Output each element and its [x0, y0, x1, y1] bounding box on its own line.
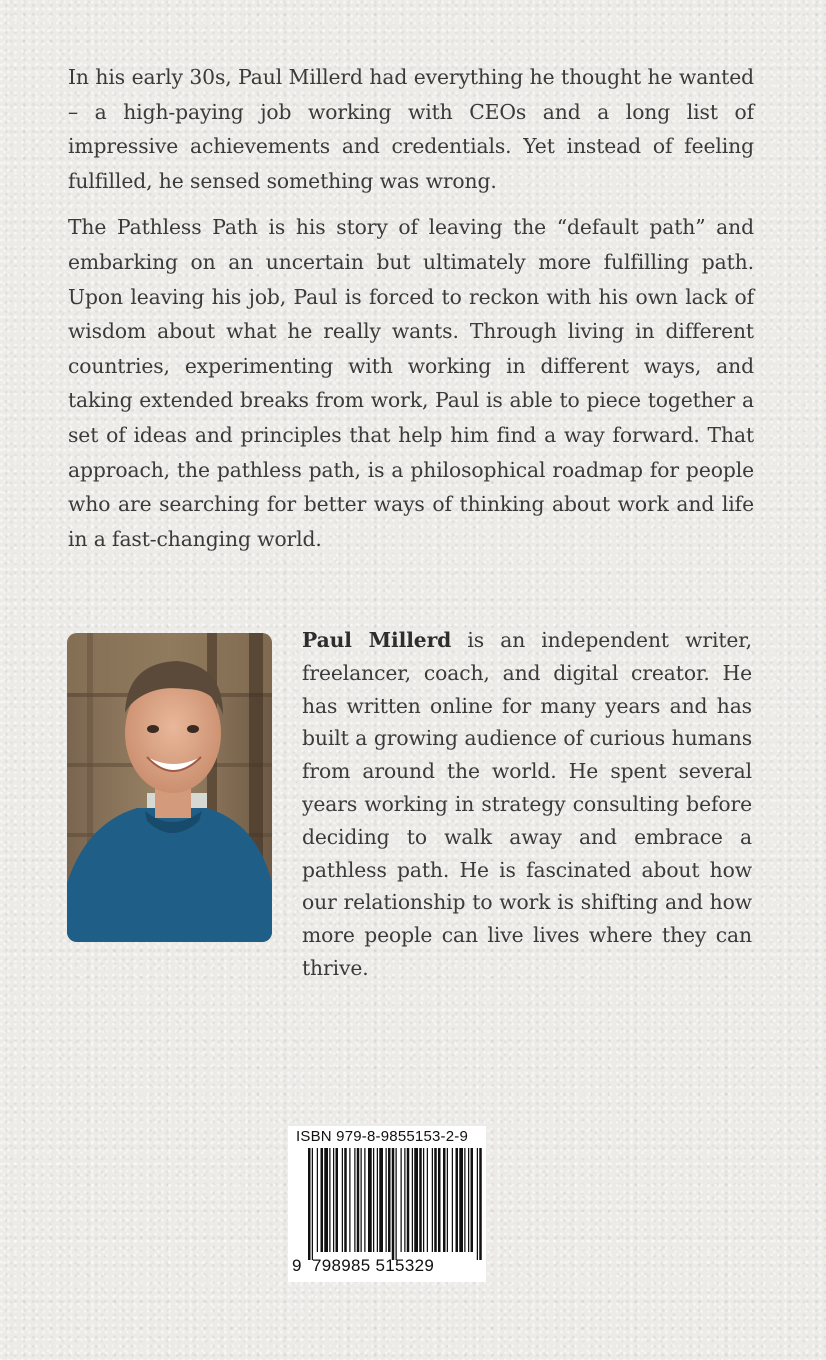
barcode-bar: [308, 1148, 311, 1260]
barcode-bar: [342, 1148, 343, 1252]
barcode-bar: [479, 1148, 482, 1260]
barcode-bar: [392, 1148, 395, 1260]
barcode-bar: [368, 1148, 372, 1252]
barcode-bar: [379, 1148, 383, 1252]
barcode-bar: [396, 1148, 397, 1260]
barcode-bar: [432, 1148, 433, 1252]
barcode-bar: [438, 1148, 441, 1252]
barcode-bar: [321, 1148, 324, 1252]
barcode-bar: [468, 1148, 469, 1252]
author-bio-text: is an independent writer, freelancer, coach, and digital creator. He has written online for many years and has built a growing audience of curious humans from around the world. He spent several years working in strategy consulting before deciding to walk away and embrace a pathless path. He is fascinated about how our relationship to work is shifting and how more people can live lives where they can thrive.: [302, 628, 753, 980]
author-portrait-image: [67, 633, 272, 942]
barcode-bar: [354, 1148, 355, 1252]
barcode-bar: [329, 1148, 330, 1252]
barcode-bar: [414, 1148, 418, 1252]
barcode-bar: [373, 1148, 374, 1252]
barcode-bar: [349, 1148, 350, 1252]
barcode-bar: [324, 1148, 328, 1252]
barcode-bar: [464, 1148, 465, 1252]
barcode-bar: [477, 1148, 478, 1260]
barcode-bar: [404, 1148, 405, 1252]
barcode-bar: [407, 1148, 410, 1252]
barcode-bar: [419, 1148, 422, 1252]
barcode-bar: [388, 1148, 391, 1252]
barcode-bar: [312, 1148, 313, 1260]
barcode-bar: [377, 1148, 378, 1252]
barcode-first-digit: 9: [292, 1256, 302, 1275]
barcode-bars: [288, 1148, 486, 1260]
barcode-bar: [357, 1148, 360, 1252]
barcode-bar: [344, 1148, 347, 1252]
barcode-bar: [386, 1148, 387, 1252]
author-photo: [67, 633, 272, 942]
barcode-bar: [443, 1148, 446, 1252]
blurb-paragraph-1: In his early 30s, Paul Millerd had everything he thought he wanted – a high-paying job working with CEOs and a long list of impressive achievements and credentials. Yet instead of feeling fulfilled, he sensed something was wrong.: [68, 65, 754, 193]
isbn-barcode: [288, 1126, 486, 1282]
author-bio-paragraph: [302, 624, 752, 985]
barcode-bar: [401, 1148, 402, 1252]
blurb-paragraph-2: The Pathless Path is his story of leaving the “default path” and embarking on an uncertain but ultimately more fulfilling path. Upon leaving his job, Paul is forced to reckon with his own lack of wisdom about what he really wants. Through living in different countries, experimenting with working in different ways, and taking extended breaks from work, Paul is able to piece together a set of ideas and principles that help him find a way forward. That approach, the pathless path, is a philosophical roadmap for people who are searching for better ways of thinking about work and life in a fast-changing world.: [68, 215, 754, 551]
barcode-bar: [452, 1148, 453, 1252]
barcode-bar: [361, 1148, 362, 1252]
barcode-bar: [427, 1148, 428, 1252]
barcode-bar: [412, 1148, 413, 1252]
barcode-bar: [459, 1148, 463, 1252]
barcode-bar: [471, 1148, 474, 1252]
barcode-bar: [333, 1148, 334, 1252]
back-cover-blurb: [68, 60, 754, 568]
barcode-bar: [336, 1148, 339, 1252]
author-name: Paul Millerd: [302, 628, 452, 652]
barcode-bar: [364, 1148, 365, 1252]
barcode-bar: [447, 1148, 448, 1252]
barcode-digits: 798985 515329: [312, 1256, 435, 1275]
barcode-bar: [423, 1148, 424, 1252]
isbn-label: ISBN 979-8-9855153-2-9: [296, 1128, 469, 1145]
barcode-bar: [434, 1148, 437, 1252]
author-bio: [302, 624, 752, 985]
barcode-bar: [456, 1148, 459, 1252]
barcode-bar: [317, 1148, 318, 1252]
